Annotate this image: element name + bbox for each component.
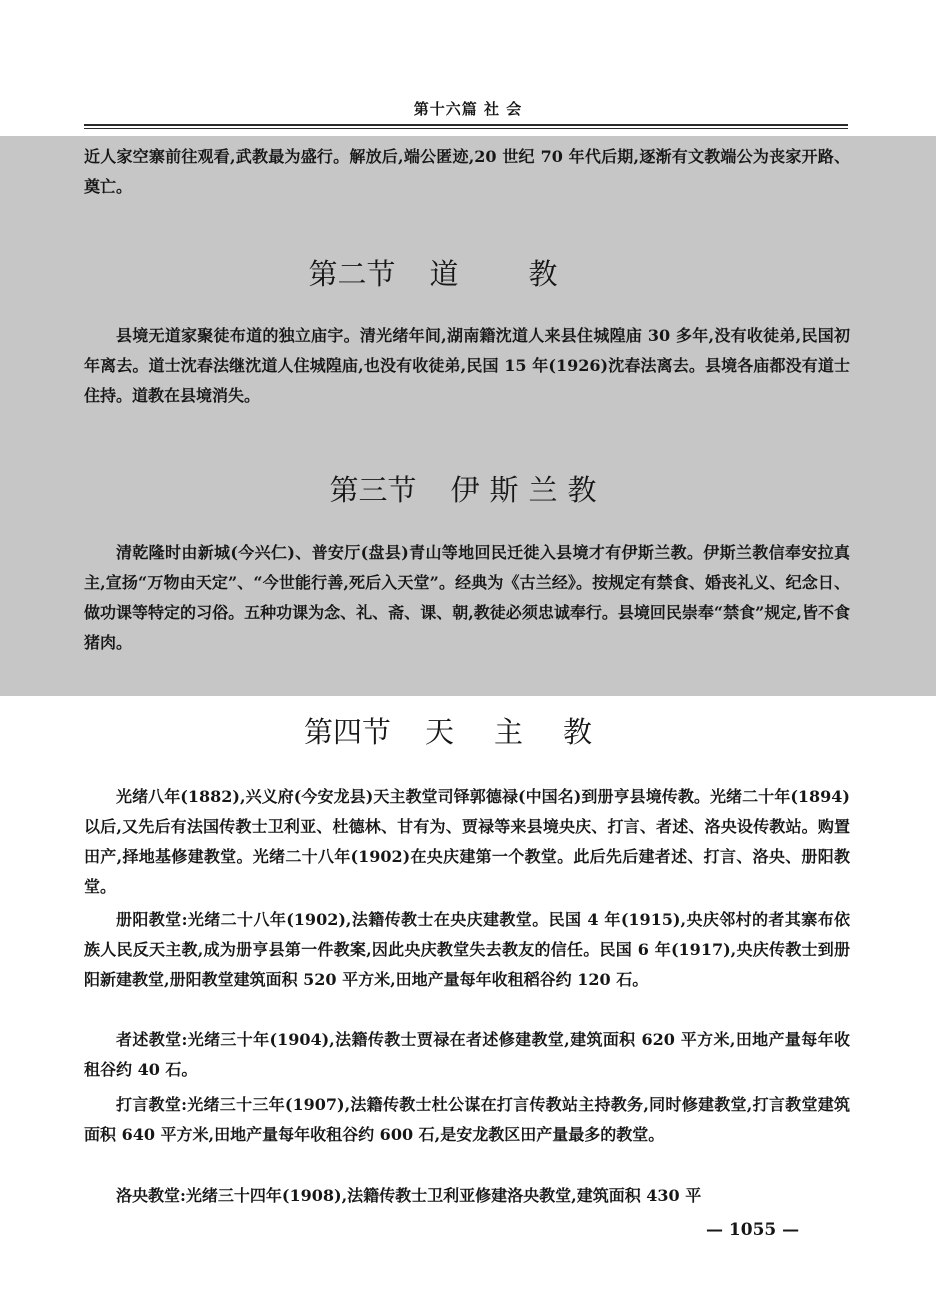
section-title-catholicism xyxy=(0,712,936,752)
running-header: 第十六篇 社 会 xyxy=(413,100,523,118)
section-number: 第三节 xyxy=(329,473,417,507)
page-number: — 1055 — xyxy=(706,1220,800,1240)
section-number: 第四节 xyxy=(303,715,391,749)
paragraph-continued: 近人家空寨前往观看,武教最为盛行。解放后,端公匿迹,20 世纪 70 年代后期,逐渐有文教端公为丧家开路、奠亡。 xyxy=(84,147,850,196)
paragraph-luoyang-church: 洛央教堂:光绪三十四年(1908),法籍传教士卫利亚修建洛央教堂,建筑面积 430 平 xyxy=(116,1186,702,1205)
paragraph-dayan-church: 打言教堂:光绪三十三年(1907),法籍传教士杜公谋在打言传教站主持教务,同时修建教堂,打言教堂建筑面积 640 平方米,田地产量每年收租谷约 600 石,是安龙教区田产量最多的教堂。 xyxy=(84,1095,850,1144)
paragraph-zheshu-church: 者述教堂:光绪三十年(1904),法籍传教士贾禄在者述修建教堂,建筑面积 620 平方米,田地产量每年收租谷约 40 石。 xyxy=(84,1030,850,1079)
paragraph-ceyang-church: 册阳教堂:光绪二十八年(1902),法籍传教士在央庆建教堂。民国 4 年(1915),央庆邻村的者其寨布依族人民反天主教,成为册亨县第一件教案,因此央庆教堂失去教友的信任。民国 6 年(1917),央庆传教士到册阳新建教堂,册阳教堂建筑面积 520 平方米,田地产量每年收租稻谷约 120 石。 xyxy=(84,910,850,989)
section-name: 天主教 xyxy=(425,715,633,749)
section-name: 道教 xyxy=(429,257,628,291)
paragraph-catholic-intro: 光绪八年(1882),兴义府(今安龙县)天主教堂司铎郭德禄(中国名)到册亨县境传教。光绪二十年(1894)以后,又先后有法国传教士卫利亚、杜德林、甘有为、贾禄等来县境央庆、打言、者述、洛央设传教站。购置田产,择地基修建教堂。光绪二十八年(1902)在央庆建第一个教堂。此后先后建者述、打言、洛央、册阳教堂。 xyxy=(84,787,850,896)
section-number: 第二节 xyxy=(308,257,396,291)
section-title-islam xyxy=(0,470,936,510)
header-rule-thin xyxy=(84,128,848,129)
paragraph-islam: 清乾隆时由新城(今兴仁)、普安厅(盘县)青山等地回民迁徙入县境才有伊斯兰教。伊斯兰教信奉安拉真主,宣扬“万物由天定”、“今世能行善,死后入天堂”。经典为《古兰经》。按规定有禁食、婚丧礼义、纪念日、做功课等特定的习俗。五种功课为念、礼、斋、课、朝,教徒必须忠诚奉行。县境回民崇奉“禁食”规定,皆不食猪肉。 xyxy=(84,543,850,652)
paragraph-daoism: 县境无道家聚徒布道的独立庙宇。清光绪年间,湖南籍沈道人来县住城隍庙 30 多年,没有收徒弟,民国初年离去。道士沈春法继沈道人住城隍庙,也没有收徒弟,民国 15 年(1926)沈春法离去。县境各庙都没有道士住持。道教在县境消失。 xyxy=(84,326,850,405)
header-rule-thick xyxy=(84,124,848,126)
section-title-daoism xyxy=(0,254,936,294)
section-name: 伊斯兰教 xyxy=(450,473,607,507)
